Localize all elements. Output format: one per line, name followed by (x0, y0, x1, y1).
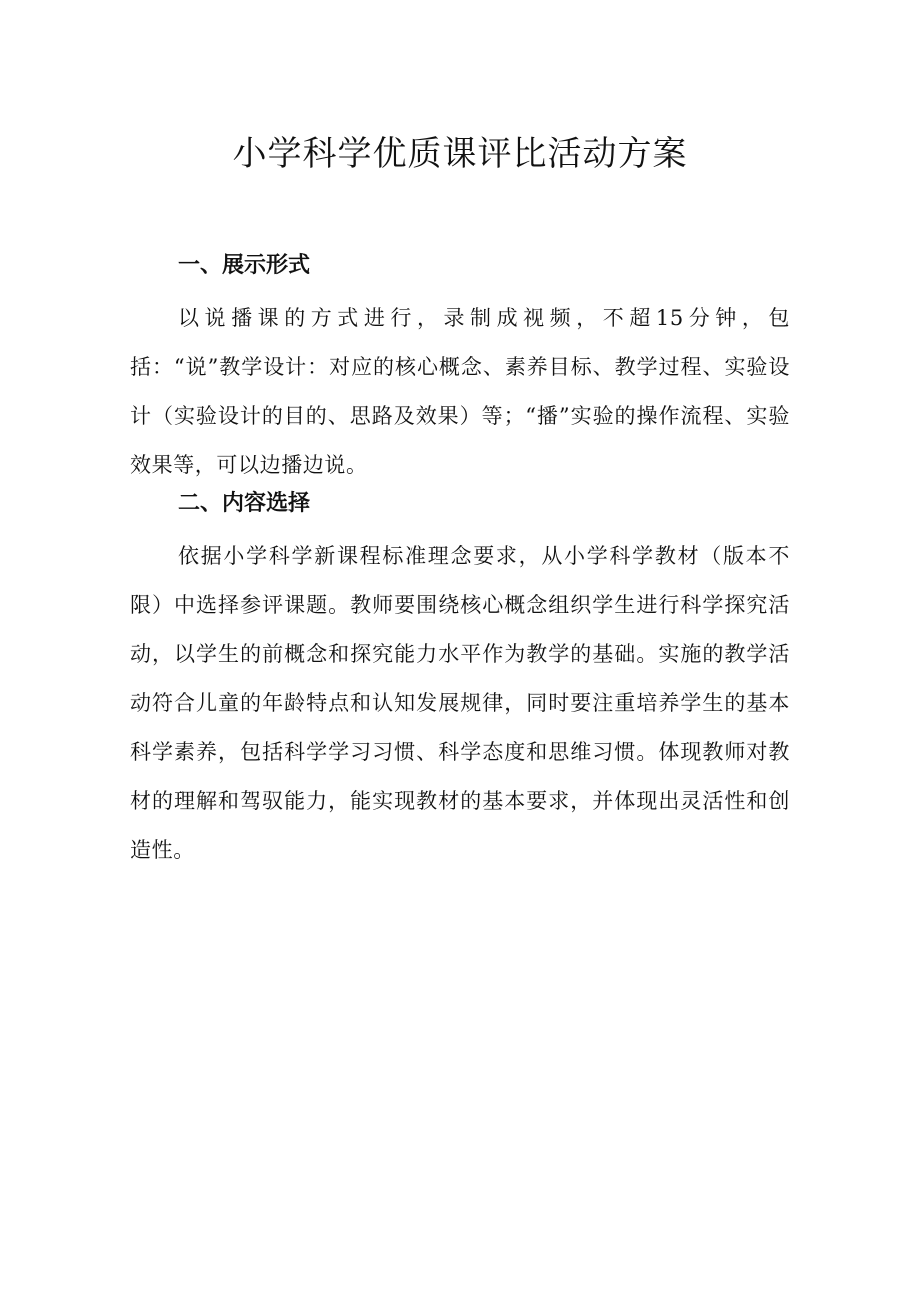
document-title: 小学科学优质课评比活动方案 (232, 134, 688, 174)
section-heading: 一、展示形式 (178, 253, 311, 278)
section-display-format (130, 246, 790, 490)
section-heading: 二、内容选择 (178, 491, 311, 516)
section-paragraph: 依据小学科学新课程标准理念要求，从小学科学教材（版本不限）中选择参评课题。教师要围绕核心概念组织学生进行科学探究活动，以学生的前概念和探究能力水平作为教学的基础。实施的教学活动符合儿童的年龄特点和认知发展规律，同时要注重培养学生的基本科学素养，包括科学学习习惯、科学态度和思维习惯。体现教师对教材的理解和驾驭能力，能实现教材的基本要求，并体现出灵活性和创造性。 (130, 544, 790, 862)
section-content-selection (130, 484, 790, 875)
section-paragraph: 以说播课的方式进行，录制成视频，不超15分钟，包括：“说”教学设计：对应的核心概念、素养目标、教学过程、实验设计（实验设计的目的、思路及效果）等；“播”实验的操作流程、实验效果等，可以边播边说。 (130, 306, 790, 477)
